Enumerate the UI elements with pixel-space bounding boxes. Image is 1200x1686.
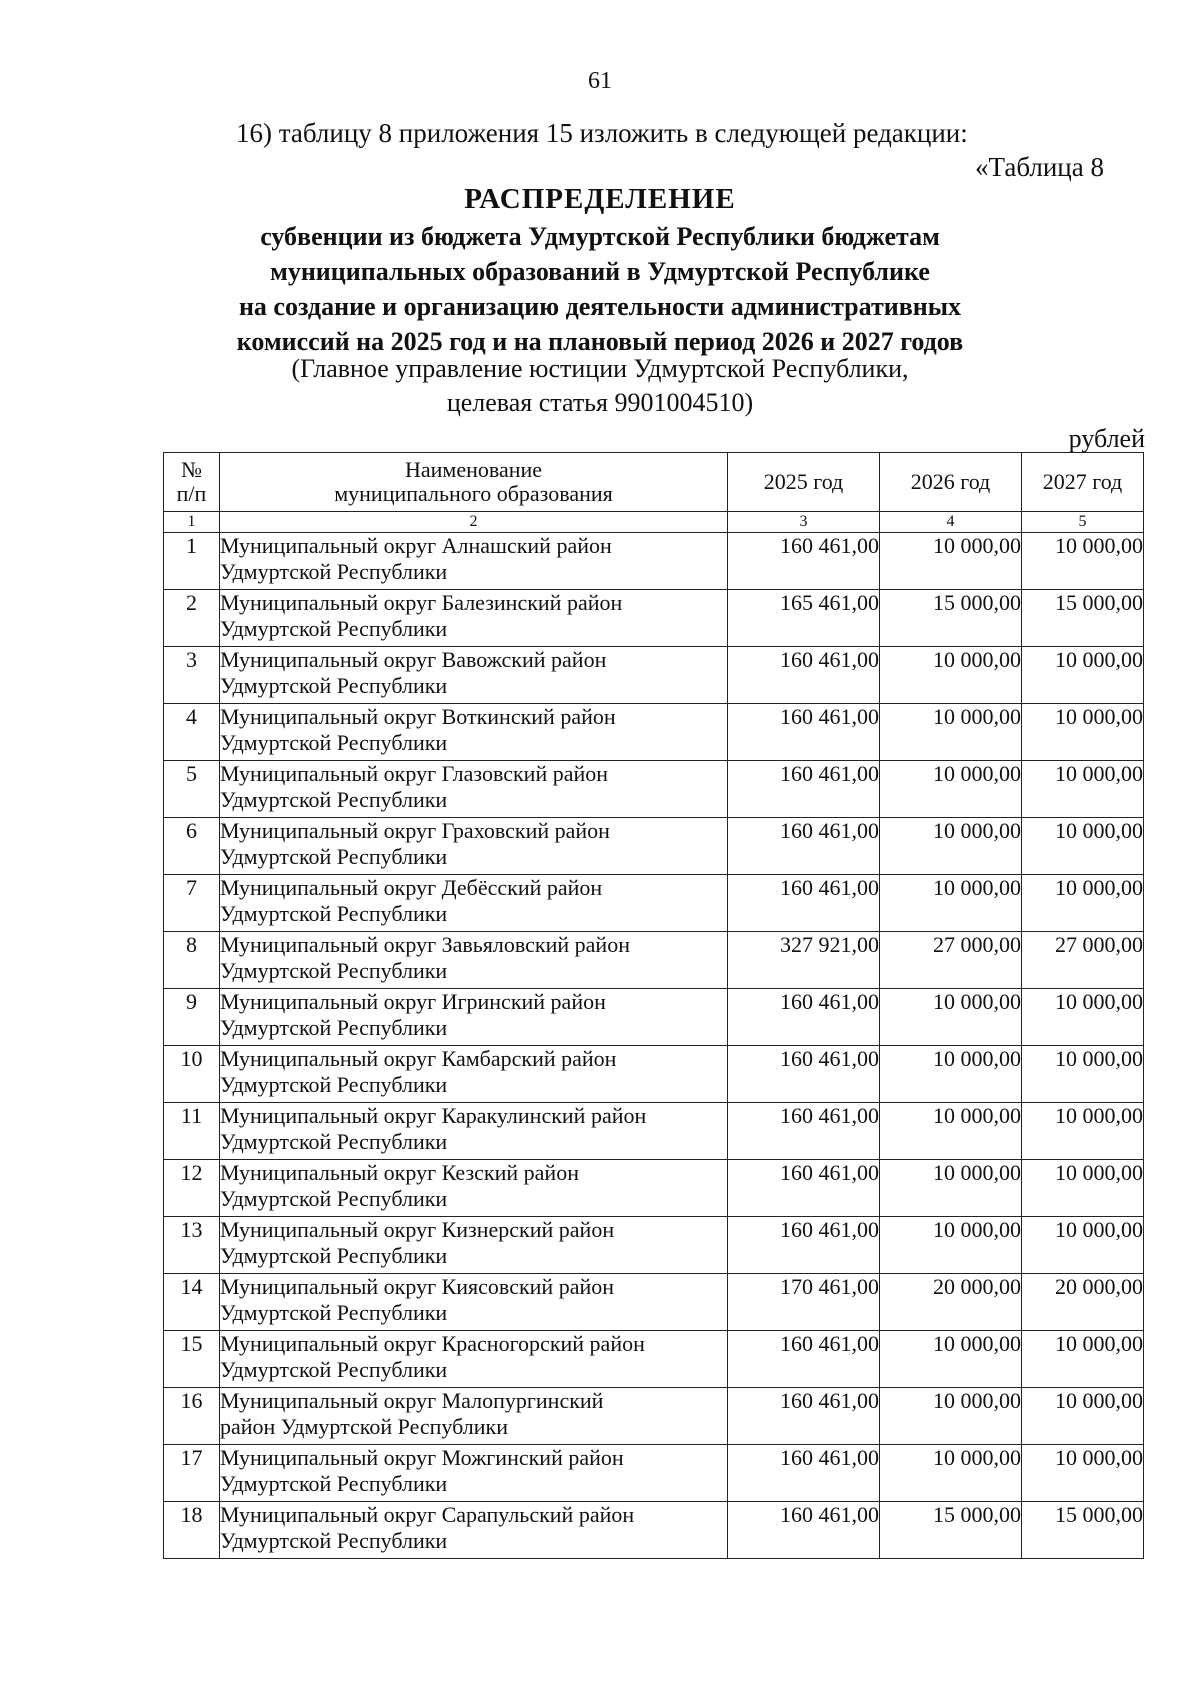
page-number: 61 [588, 68, 612, 94]
value-2025: 160 461,00 [728, 1103, 880, 1160]
row-number: 14 [164, 1274, 220, 1331]
municipality-name [220, 932, 728, 989]
municipality-name [220, 1217, 728, 1274]
municipality-name-line: Муниципальный округ Воткинский район [220, 704, 616, 729]
agency-line: (Главное управление юстиции Удмуртской Республики, [291, 354, 909, 383]
value-2026: 10 000,00 [880, 1217, 1022, 1274]
municipality-name-line: Удмуртской Республики [220, 616, 448, 641]
row-number: 13 [164, 1217, 220, 1274]
value-2025: 160 461,00 [728, 533, 880, 590]
agency-note [0, 352, 1200, 420]
value-2027: 10 000,00 [1022, 989, 1144, 1046]
table-row [164, 533, 1144, 590]
row-number: 9 [164, 989, 220, 1046]
header-2026: 2026 год [880, 453, 1022, 512]
row-number: 11 [164, 1103, 220, 1160]
value-2025: 160 461,00 [728, 647, 880, 704]
value-2027: 10 000,00 [1022, 1388, 1144, 1445]
municipality-name-line: Удмуртской Республики [220, 1072, 448, 1097]
municipality-name [220, 704, 728, 761]
document-subtitle [0, 219, 1200, 359]
municipality-name-line: Муниципальный округ Кизнерский район [220, 1217, 615, 1242]
value-2026: 10 000,00 [880, 989, 1022, 1046]
value-2025: 160 461,00 [728, 1160, 880, 1217]
row-number: 5 [164, 761, 220, 818]
municipality-name-line: Муниципальный округ Граховский район [220, 818, 610, 843]
table-row [164, 1103, 1144, 1160]
value-2027: 10 000,00 [1022, 533, 1144, 590]
row-number: 4 [164, 704, 220, 761]
column-index: 1 [164, 512, 220, 533]
subtitle-line: на создание и организацию деятельности административных [238, 292, 962, 321]
municipality-name-line: Удмуртской Республики [220, 1243, 448, 1268]
value-2026: 10 000,00 [880, 761, 1022, 818]
subtitle-line: муниципальных образований в Удмуртской Республике [270, 257, 930, 286]
table-row [164, 932, 1144, 989]
value-2026: 10 000,00 [880, 1103, 1022, 1160]
value-2026: 10 000,00 [880, 647, 1022, 704]
value-2027: 15 000,00 [1022, 590, 1144, 647]
table-row [164, 1388, 1144, 1445]
table-row [164, 1217, 1144, 1274]
column-index: 4 [880, 512, 1022, 533]
table-body [164, 533, 1144, 1559]
value-2025: 160 461,00 [728, 875, 880, 932]
municipality-name-line: Муниципальный округ Каракулинский район [220, 1103, 647, 1128]
municipality-name-line: Муниципальный округ Дебёсский район [220, 875, 603, 900]
value-2025: 327 921,00 [728, 932, 880, 989]
table-row [164, 1160, 1144, 1217]
value-2026: 10 000,00 [880, 1331, 1022, 1388]
value-2027: 15 000,00 [1022, 1502, 1144, 1559]
value-2025: 160 461,00 [728, 1217, 880, 1274]
value-2027: 10 000,00 [1022, 1160, 1144, 1217]
column-index-row [164, 512, 1144, 533]
municipality-name-line: Муниципальный округ Можгинский район [220, 1445, 624, 1470]
value-2027: 10 000,00 [1022, 1046, 1144, 1103]
municipality-name-line: Удмуртской Республики [220, 673, 448, 698]
header-2027: 2027 год [1022, 453, 1144, 512]
value-2025: 165 461,00 [728, 590, 880, 647]
value-2026: 10 000,00 [880, 1388, 1022, 1445]
municipality-name-line: Удмуртской Республики [220, 1300, 448, 1325]
table-row [164, 1046, 1144, 1103]
value-2027: 27 000,00 [1022, 932, 1144, 989]
municipality-name [220, 1331, 728, 1388]
municipality-name-line: Удмуртской Республики [220, 1471, 448, 1496]
value-2025: 160 461,00 [728, 704, 880, 761]
value-2026: 15 000,00 [880, 1502, 1022, 1559]
row-number: 12 [164, 1160, 220, 1217]
value-2027: 10 000,00 [1022, 1445, 1144, 1502]
header-number [164, 453, 220, 512]
value-2026: 10 000,00 [880, 1046, 1022, 1103]
header-name [220, 453, 728, 512]
row-number: 3 [164, 647, 220, 704]
municipality-name [220, 1160, 728, 1217]
value-2027: 10 000,00 [1022, 704, 1144, 761]
municipality-name-line: Муниципальный округ Красногорский район [220, 1331, 645, 1356]
row-number: 16 [164, 1388, 220, 1445]
municipality-name [220, 818, 728, 875]
row-number: 2 [164, 590, 220, 647]
municipality-name [220, 590, 728, 647]
document-title: РАСПРЕДЕЛЕНИЕ [464, 183, 736, 215]
value-2027: 10 000,00 [1022, 761, 1144, 818]
municipality-name-line: Муниципальный округ Сарапульский район [220, 1502, 635, 1527]
value-2026: 15 000,00 [880, 590, 1022, 647]
value-2027: 10 000,00 [1022, 818, 1144, 875]
subtitle-line: комиссий на 2025 год и на плановый период 2026 и 2027 годов [236, 327, 964, 356]
municipality-name-line: Удмуртской Республики [220, 958, 448, 983]
municipality-name-line: Удмуртской Республики [220, 1015, 448, 1040]
municipality-name-line: Муниципальный округ Глазовский район [220, 761, 609, 786]
agency-line: целевая статья 9901004510) [446, 388, 754, 417]
municipality-name [220, 1445, 728, 1502]
municipality-name [220, 647, 728, 704]
municipality-name [220, 875, 728, 932]
value-2025: 160 461,00 [728, 1388, 880, 1445]
header-number-line: п/п [176, 481, 207, 506]
table-row [164, 989, 1144, 1046]
value-2026: 10 000,00 [880, 1160, 1022, 1217]
value-2025: 160 461,00 [728, 1445, 880, 1502]
municipality-name-line: Муниципальный округ Кезский район [220, 1160, 579, 1185]
municipality-name [220, 1502, 728, 1559]
table-row [164, 1274, 1144, 1331]
header-name-line: муниципального образования [334, 481, 613, 506]
column-index: 3 [728, 512, 880, 533]
municipality-name-line: Муниципальный округ Игринский район [220, 989, 606, 1014]
municipality-name [220, 533, 728, 590]
table-row [164, 590, 1144, 647]
table-row [164, 704, 1144, 761]
municipality-name-line: Муниципальный округ Камбарский район [220, 1046, 617, 1071]
municipality-name [220, 1274, 728, 1331]
municipality-name-line: Муниципальный округ Балезинский район [220, 590, 623, 615]
value-2026: 10 000,00 [880, 875, 1022, 932]
table-row [164, 1445, 1144, 1502]
municipality-name-line: Муниципальный округ Завьяловский район [220, 932, 630, 957]
table-row [164, 875, 1144, 932]
header-name-line: Наименование [404, 457, 543, 482]
value-2026: 10 000,00 [880, 818, 1022, 875]
municipality-name-line: Удмуртской Республики [220, 1528, 448, 1553]
municipality-name-line: Удмуртской Республики [220, 787, 448, 812]
value-2025: 160 461,00 [728, 989, 880, 1046]
municipality-name-line: Удмуртской Республики [220, 1186, 448, 1211]
value-2026: 10 000,00 [880, 533, 1022, 590]
value-2027: 10 000,00 [1022, 875, 1144, 932]
value-2026: 27 000,00 [880, 932, 1022, 989]
header-number-line: № [181, 457, 202, 482]
units-label: рублей [1068, 424, 1145, 453]
row-number: 7 [164, 875, 220, 932]
municipality-name-line: Муниципальный округ Малопургинский [220, 1388, 604, 1413]
row-number: 8 [164, 932, 220, 989]
table-row [164, 1331, 1144, 1388]
value-2025: 160 461,00 [728, 761, 880, 818]
value-2025: 170 461,00 [728, 1274, 880, 1331]
column-index: 2 [220, 512, 728, 533]
value-2026: 20 000,00 [880, 1274, 1022, 1331]
table-row [164, 1502, 1144, 1559]
municipality-name [220, 1103, 728, 1160]
municipality-name [220, 1388, 728, 1445]
value-2027: 10 000,00 [1022, 1217, 1144, 1274]
subtitle-line: субвенции из бюджета Удмуртской Республики бюджетам [260, 222, 940, 251]
table-label: «Таблица 8 [975, 152, 1104, 182]
column-index: 5 [1022, 512, 1144, 533]
municipality-name-line: Удмуртской Республики [220, 559, 448, 584]
value-2027: 10 000,00 [1022, 1103, 1144, 1160]
header-2025: 2025 год [728, 453, 880, 512]
distribution-table [163, 452, 1144, 1559]
municipality-name-line: Муниципальный округ Вавожский район [220, 647, 607, 672]
value-2027: 10 000,00 [1022, 647, 1144, 704]
row-number: 17 [164, 1445, 220, 1502]
value-2025: 160 461,00 [728, 1046, 880, 1103]
municipality-name-line: Удмуртской Республики [220, 901, 448, 926]
value-2025: 160 461,00 [728, 818, 880, 875]
row-number: 10 [164, 1046, 220, 1103]
value-2027: 20 000,00 [1022, 1274, 1144, 1331]
table-row [164, 818, 1144, 875]
table-header-row [164, 453, 1144, 512]
row-number: 6 [164, 818, 220, 875]
table-row [164, 761, 1144, 818]
municipality-name [220, 989, 728, 1046]
row-number: 15 [164, 1331, 220, 1388]
intro-text: 16) таблицу 8 приложения 15 изложить в следующей редакции: [236, 118, 968, 148]
municipality-name-line: Муниципальный округ Киясовский район [220, 1274, 615, 1299]
municipality-name-line: Удмуртской Республики [220, 1357, 448, 1382]
row-number: 1 [164, 533, 220, 590]
table-row [164, 647, 1144, 704]
municipality-name-line: Удмуртской Республики [220, 844, 448, 869]
value-2026: 10 000,00 [880, 704, 1022, 761]
municipality-name [220, 761, 728, 818]
value-2025: 160 461,00 [728, 1331, 880, 1388]
value-2025: 160 461,00 [728, 1502, 880, 1559]
row-number: 18 [164, 1502, 220, 1559]
municipality-name-line: район Удмуртской Республики [220, 1414, 508, 1439]
value-2026: 10 000,00 [880, 1445, 1022, 1502]
municipality-name [220, 1046, 728, 1103]
value-2027: 10 000,00 [1022, 1331, 1144, 1388]
municipality-name-line: Удмуртской Республики [220, 730, 448, 755]
municipality-name-line: Муниципальный округ Алнашский район [220, 533, 612, 558]
municipality-name-line: Удмуртской Республики [220, 1129, 448, 1154]
